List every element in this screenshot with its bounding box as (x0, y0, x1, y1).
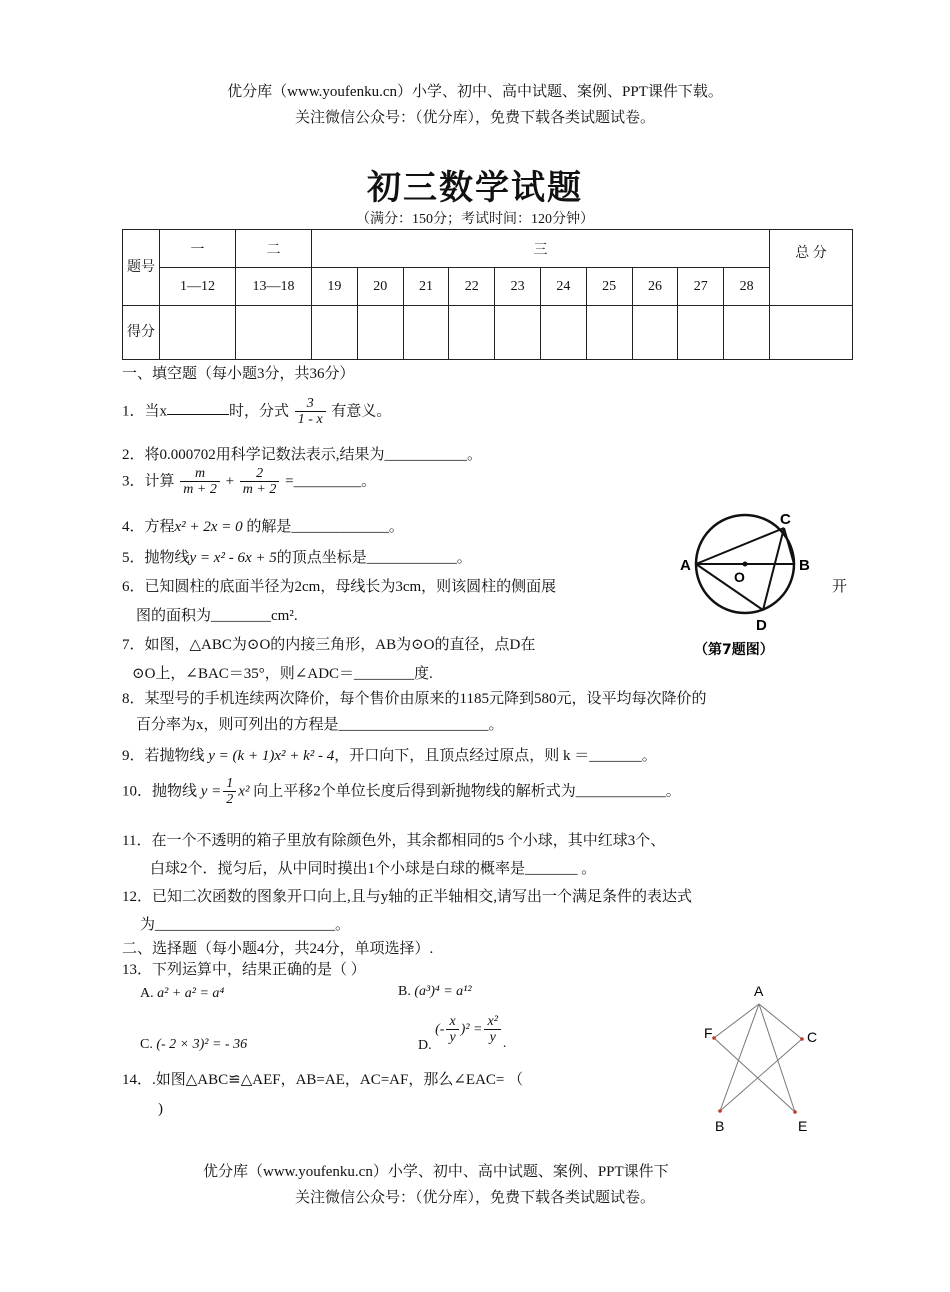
range-cell: 20 (357, 268, 403, 306)
q13-d-label: D. (418, 1038, 432, 1054)
point-c (800, 1037, 804, 1041)
question-8-line-1: 8．某型号的手机连续两次降价，每个售价由原来的1185元降到580元，设平均每次降价的 (122, 691, 707, 707)
q13-d-end: . (502, 1036, 507, 1052)
q3-num-2: 2 (240, 466, 280, 482)
range-cell: 13—18 (236, 268, 312, 306)
q1-denominator: 1 - x (297, 412, 323, 428)
question-4 (122, 515, 404, 536)
label-a: A (680, 557, 691, 574)
question-14-line-1: 14．.如图△ABC≌△AEF，AB=AE，AC=AF，那么∠EAC= （ (122, 1072, 524, 1088)
q3-num-1: m (180, 466, 220, 482)
score-cell[interactable] (586, 306, 632, 360)
q10-lhs: y = (200, 783, 222, 800)
range-cell: 28 (724, 268, 770, 306)
score-cell[interactable] (540, 306, 586, 360)
label-f: F (704, 1025, 713, 1041)
q3-fraction-2 (240, 466, 280, 498)
label-b: B (799, 557, 810, 574)
q4-equation: x² + 2x = 0 (174, 519, 243, 535)
q10-numerator: 1 (223, 776, 236, 792)
question-6-line-1: 6．已知圆柱的底面半径为2cm，母线长为3cm，则该圆柱的侧面展 (122, 579, 557, 595)
q10-denominator: 2 (226, 792, 234, 808)
question-10 (122, 776, 681, 808)
q3-prefix: 3．计算 (122, 473, 175, 490)
q10-prefix: 10．抛物线 (122, 783, 198, 800)
q13-d-fraction-1 (446, 1014, 458, 1046)
score-cell[interactable] (678, 306, 724, 360)
question-2: 2．将0.000702用科学记数法表示,结果为___________。 (122, 447, 483, 463)
range-cell: 19 (312, 268, 358, 306)
score-cell[interactable] (724, 306, 770, 360)
q13-c-label: C. (140, 1037, 153, 1052)
question-3 (122, 466, 376, 498)
figure-7-caption: （第7题图） (694, 642, 774, 658)
total-score-cell[interactable] (770, 306, 853, 360)
footer-line-1: 优分库（www.youfenku.cn）小学、初中、高中试题、案例、PPT课件下 (203, 1164, 669, 1180)
q10-fraction (223, 776, 236, 808)
section-3-header: 三 (312, 230, 770, 268)
question-11-line-2: 白球2个．搅匀后，从中同时摸出1个小球是白球的概率是_______ 。 (150, 861, 597, 877)
score-cell[interactable] (236, 306, 312, 360)
q9-suffix: ，开口向下，且顶点经过原点，则 k ＝_______。 (334, 748, 657, 764)
q3-den-2: m + 2 (242, 482, 277, 498)
figure-14-triangles-diagram (700, 980, 825, 1135)
q1-mid: 时，分式 (229, 403, 290, 420)
figure-7-circle-diagram (676, 508, 826, 663)
q13-d-den-2: y (489, 1030, 496, 1046)
chord-ad (696, 564, 763, 610)
section-2-heading: 二、选择题（每小题4分，共24分，单项选择）. (122, 941, 434, 957)
chord-cb (784, 528, 794, 564)
q13-option-d[interactable] (418, 1014, 506, 1054)
q4-suffix: 的解是_____________。 (246, 519, 404, 535)
point-e (793, 1110, 797, 1114)
question-6-line-2: 图的面积为________cm². (136, 608, 298, 624)
section-1-header: 一 (160, 230, 236, 268)
range-cell: 1—12 (160, 268, 236, 306)
q13-b-label: B. (398, 984, 411, 999)
question-11-line-1: 11．在一个不透明的箱子里放有除颜色外，其余都相同的5 个小球，其中红球3个、 (122, 833, 666, 849)
q9-equation: y = (k + 1)x² + k² - 4 (208, 748, 335, 764)
segment-af (714, 1004, 759, 1038)
question-7-line-2: ⊙O上，∠BAC＝35°，则∠ADC＝________度. (132, 666, 433, 682)
score-cell[interactable] (357, 306, 403, 360)
q3-suffix: =_________。 (285, 473, 377, 490)
q13-a-expr: a² + a² = a⁴ (157, 986, 225, 1001)
q5-prefix: 5．抛物线 (122, 550, 190, 566)
row-label-score: 得分 (123, 306, 160, 360)
segment-ac (759, 1004, 802, 1039)
score-cell[interactable] (403, 306, 449, 360)
question-1 (122, 396, 391, 428)
chord-ac (696, 528, 784, 564)
q3-plus: + (225, 473, 235, 490)
label-o: O (734, 569, 745, 585)
q1-fraction (295, 396, 326, 428)
point-f (712, 1036, 716, 1040)
range-cell: 25 (586, 268, 632, 306)
question-9 (122, 744, 657, 765)
q4-prefix: 4．方程 (122, 519, 175, 535)
question-14-line-2: ) (158, 1101, 163, 1117)
label-a: A (754, 983, 764, 999)
label-d: D (756, 617, 767, 634)
question-8-line-2: 百分率为x，则可列出的方程是____________________。 (136, 717, 504, 733)
score-cell[interactable] (632, 306, 678, 360)
q13-option-c[interactable] (140, 1037, 247, 1053)
q5-suffix: 的顶点坐标是____________。 (276, 550, 472, 566)
q3-den-1: m + 2 (183, 482, 217, 498)
question-12-line-2: 为________________________。 (140, 917, 351, 933)
header-line-2: 关注微信公众号：（优分库），免费下载各类试题试卷。 (294, 110, 655, 126)
score-cell[interactable] (160, 306, 236, 360)
q5-equation: y = x² - 6x + 5 (189, 550, 277, 566)
center-o (743, 562, 748, 567)
range-cell: 27 (678, 268, 724, 306)
question-13: 13．下列运算中，结果正确的是（ ） (122, 962, 366, 978)
q13-d-num-2: x² (484, 1014, 500, 1030)
question-12-line-1: 12．已知二次函数的图象开口向上,且与y轴的正半轴相交,请写出一个满足条件的表达式 (122, 889, 693, 905)
q13-d-num-1: x (446, 1014, 458, 1030)
section-2-header: 二 (236, 230, 312, 268)
q13-d-close: )² = (460, 1022, 483, 1038)
q13-d-open: (- (435, 1022, 445, 1038)
q13-d-fraction-2 (484, 1014, 500, 1046)
q13-d-den-1: y (449, 1030, 456, 1046)
label-c: C (780, 511, 791, 528)
q1-suffix: 有意义。 (331, 403, 392, 420)
q13-option-a[interactable] (140, 986, 224, 1002)
q13-a-label: A. (140, 986, 154, 1001)
row-label-question-number: 题号 (123, 230, 160, 306)
q3-fraction-1 (180, 466, 220, 498)
score-cell[interactable] (495, 306, 541, 360)
label-e: E (798, 1118, 808, 1134)
page-title: 初三数学试题 (367, 168, 583, 208)
segment-ab (720, 1004, 759, 1111)
q13-c-expr: (- 2 × 3)² = - 36 (156, 1037, 248, 1052)
score-cell[interactable] (312, 306, 358, 360)
range-cell: 22 (449, 268, 495, 306)
point-b (718, 1109, 722, 1113)
range-cell: 23 (495, 268, 541, 306)
score-cell[interactable] (449, 306, 495, 360)
q9-prefix: 9．若抛物线 (122, 748, 205, 764)
footer-line-2: 关注微信公众号：（优分库），免费下载各类试题试卷。 (294, 1190, 655, 1206)
q1-numerator: 3 (295, 396, 326, 412)
question-5 (122, 546, 472, 567)
label-b: B (715, 1118, 725, 1134)
q10-suffix: 向上平移2个单位长度后得到新抛物线的解析式为____________。 (253, 783, 681, 800)
section-1-heading: 一、填空题（每小题3分，共36分） (122, 366, 355, 382)
q13-option-b[interactable] (398, 984, 472, 1000)
range-cell: 24 (540, 268, 586, 306)
range-cell: 21 (403, 268, 449, 306)
subtitle: （满分：150分；考试时间：120分钟） (356, 212, 594, 227)
header-line-1: 优分库（www.youfenku.cn）小学、初中、高中试题、案例、PPT课件下载。 (227, 84, 723, 100)
q13-b-expr: (a³)⁴ = a¹² (414, 984, 472, 999)
label-c: C (807, 1029, 818, 1045)
score-table (122, 229, 853, 360)
range-cell: 26 (632, 268, 678, 306)
question-6-wrap-char: 开 (832, 579, 848, 595)
question-7-line-1: 7．如图，△ABC为⊙O的内接三角形，AB为⊙O的直径，点D在 (122, 637, 536, 653)
q1-prefix: 1．当x (122, 403, 168, 420)
q10-rhs: x² (238, 783, 250, 800)
total-header: 总 分 (770, 230, 853, 306)
segment-bc (720, 1039, 802, 1111)
